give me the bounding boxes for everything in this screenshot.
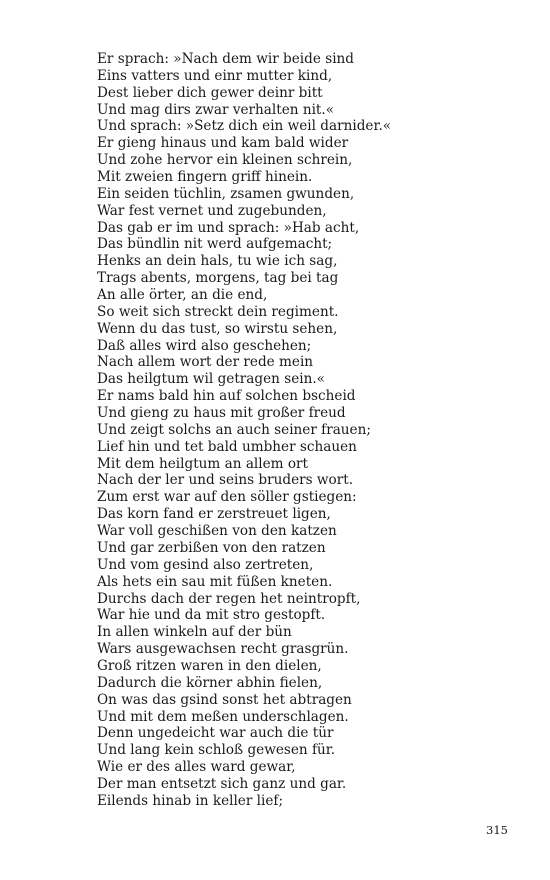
poem-line: Und gar zerbißen von den ratzen	[97, 539, 326, 556]
poem-line: Das bündlin nit werd aufgemacht;	[97, 236, 333, 253]
poem-line: Der man entsetzt sich ganz und gar.	[97, 775, 347, 792]
poem-line: Nach allem wort der rede mein	[97, 354, 314, 371]
poem-line: Mit dem heilgtum an allem ort	[97, 455, 309, 472]
poem-line: Mit zweien fingern griff hinein.	[97, 169, 313, 186]
poem-line: Und mit dem meßen underschlagen.	[97, 708, 349, 725]
poem-line: War hie und da mit stro gestopft.	[97, 607, 326, 624]
poem-line: Zum erst war auf den söller gstiegen:	[97, 489, 357, 506]
poem-line: Wars ausgewachsen recht grasgrün.	[97, 641, 349, 658]
poem-line: On was das gsind sonst het abtragen	[97, 691, 352, 708]
poem-line: Groß ritzen waren in den dielen,	[97, 657, 322, 674]
poem-line: An alle örter, an die end,	[97, 287, 268, 304]
poem-text-block	[97, 51, 517, 810]
poem-line: Daß alles wird also geschehen;	[97, 337, 312, 354]
poem-line: Das heilgtum wil getragen sein.«	[97, 371, 325, 388]
poem-line: Und sprach: »Setz dich ein weil darnider.«	[97, 118, 392, 135]
poem-line: Das korn fand er zerstreuet ligen,	[97, 506, 331, 523]
poem-line: War voll geschißen von den katzen	[97, 523, 337, 540]
page-number: 315	[486, 823, 508, 837]
poem-line: Nach der ler und seins bruders wort.	[97, 472, 354, 489]
poem-line: Dest lieber dich gewer deinr bitt	[97, 84, 323, 101]
poem-line: Durchs dach der regen het neintropft,	[97, 590, 361, 607]
poem-line: Trags abents, morgens, tag bei tag	[97, 270, 339, 287]
poem-line: Und gieng zu haus mit großer freud	[97, 405, 346, 422]
poem-line: Henks an dein hals, tu wie ich sag,	[97, 253, 338, 270]
poem-line: Wie er des alles ward gewar,	[97, 759, 296, 776]
poem-line: Wenn du das tust, so wirstu sehen,	[97, 320, 338, 337]
poem-line: Er gieng hinaus und kam bald wider	[97, 135, 349, 152]
poem-line: Das gab er im und sprach: »Hab acht,	[97, 219, 360, 236]
poem-line: Ein seiden tüchlin, zsamen gwunden,	[97, 185, 355, 202]
poem-line: Und lang kein schloß gewesen für.	[97, 742, 336, 759]
poem-line: Er sprach: »Nach dem wir beide sind	[97, 51, 355, 67]
poem-line: Er nams bald hin auf solchen bscheid	[97, 388, 356, 405]
poem-line: War fest vernet und zugebunden,	[97, 202, 327, 219]
poem-line: Und mag dirs zwar verhalten nit.«	[97, 101, 335, 118]
poem-line: Und vom gesind also zertreten,	[97, 556, 314, 573]
poem-line: Lief hin und tet bald umbher schauen	[97, 438, 357, 455]
poem-line: Und zohe hervor ein kleinen schrein,	[97, 152, 353, 169]
poem-line: Dadurch die körner abhin fielen,	[97, 674, 323, 691]
poem-line: Und zeigt solchs an auch seiner frauen;	[97, 421, 371, 438]
poem-line: In allen winkeln auf der bün	[97, 624, 292, 641]
poem-line: Als hets ein sau mit füßen kneten.	[97, 573, 333, 590]
poem-line: Denn ungedeicht war auch die tür	[97, 725, 334, 742]
poem-line: So weit sich streckt dein regiment.	[97, 303, 339, 320]
poem-line: Eins vatters und einr mutter kind,	[97, 67, 333, 84]
poem-line: Eilends hinab in keller lief;	[97, 792, 284, 809]
